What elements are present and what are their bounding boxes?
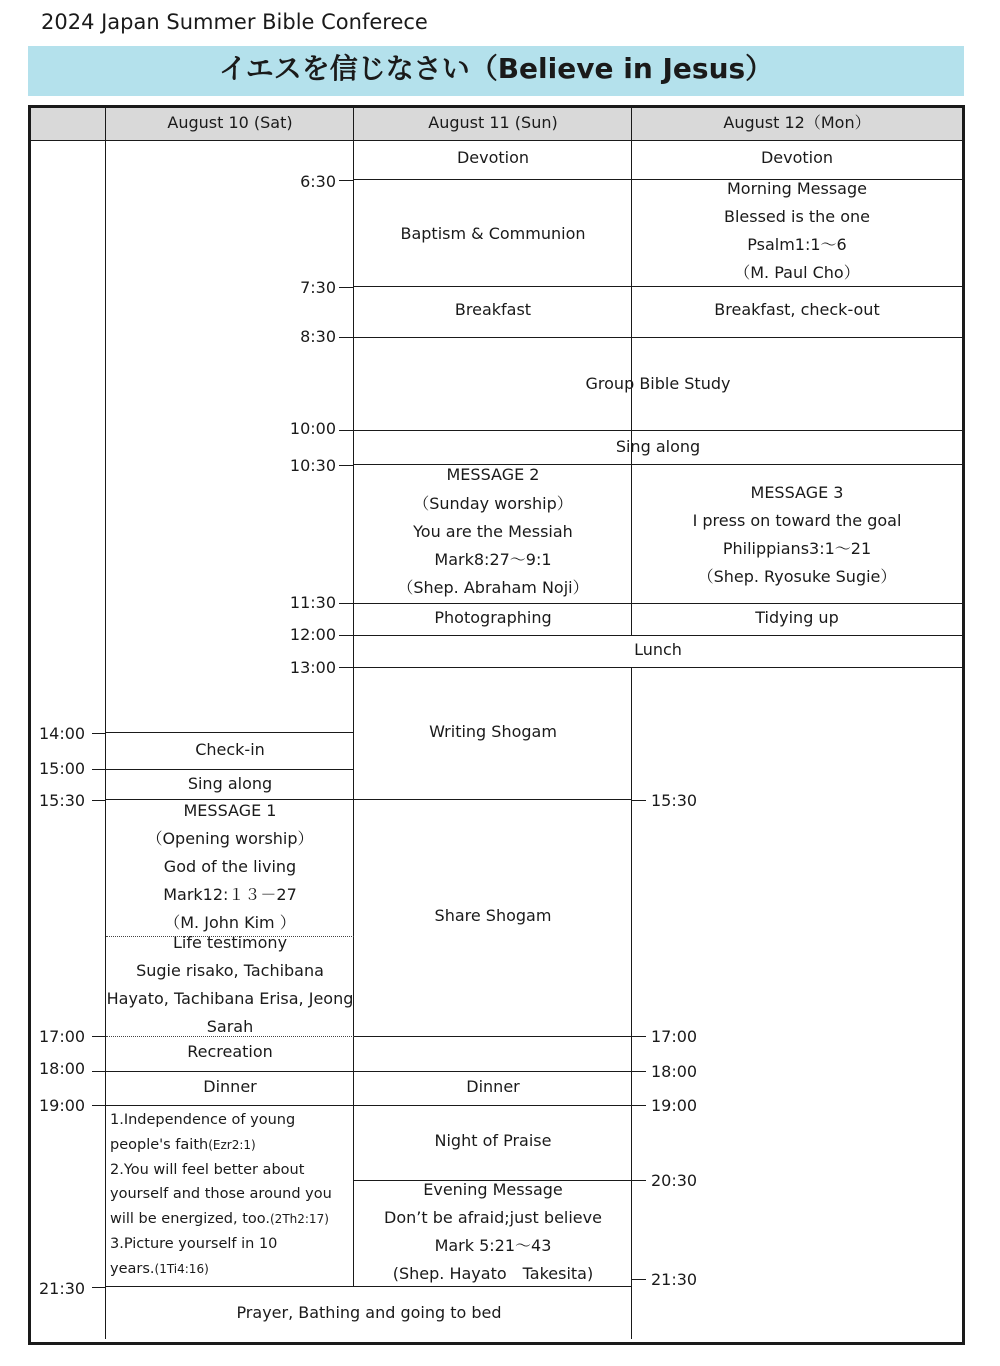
- sun-share-shogam: Share Shogam: [434, 905, 552, 925]
- time-label-1800-right: 18:00: [651, 1062, 698, 1081]
- time-tick-1400: [92, 733, 106, 734]
- time-label-1700-right: 17:00: [651, 1027, 698, 1046]
- sat-message1-line: （Opening worship）: [146, 829, 314, 848]
- sat-note-line: 3.Picture yourself in 10: [110, 1235, 278, 1252]
- mon-message3-line: I press on toward the goal: [692, 510, 902, 530]
- sat-dinner: Dinner: [203, 1076, 257, 1096]
- column-header-mon: August 12（Mon）: [723, 113, 871, 132]
- time-label-2130-right: 21:30: [651, 1270, 698, 1289]
- theme-banner-text: イエスを信じなさい（Believe in Jesus）: [218, 52, 774, 85]
- sun-evening-line: Evening Message: [423, 1179, 563, 1199]
- time-tick-1800-right: [632, 1071, 646, 1072]
- time-label-1800-left: 18:00: [39, 1059, 86, 1078]
- sun-message2-line: MESSAGE 2: [446, 465, 540, 485]
- sat-message1-line: （M. John Kim ）: [164, 913, 296, 932]
- sun-message2-line: （Sunday worship）: [413, 493, 573, 513]
- sat-evening-notes: [110, 1108, 350, 1282]
- sat-testimony-line: Sarah: [206, 1017, 254, 1036]
- sun-writing-shogam: Writing Shogam: [429, 721, 557, 741]
- column-header-sun: August 11 (Sun): [428, 113, 558, 132]
- column-header-sat: August 10 (Sat): [167, 113, 293, 132]
- mon-message3-line: Philippians3:1～21: [722, 538, 872, 558]
- sun-message2-line: You are the Messiah: [413, 521, 573, 541]
- mon-breakfast-checkout: Breakfast, check-out: [714, 300, 880, 319]
- sun-devotion: Devotion: [456, 147, 530, 167]
- group-bible-study: Group Bible Study: [585, 373, 731, 393]
- sat-sing-along: Sing along: [187, 774, 273, 793]
- sat-message1-line: MESSAGE 1: [183, 801, 277, 820]
- time-tick-1300: [339, 667, 354, 668]
- sun-evening-message: [354, 1177, 632, 1286]
- sat-note-line: yourself and those around you: [110, 1186, 332, 1203]
- sat-note-line: 1.Independence of young: [110, 1112, 296, 1128]
- sat-note-line: people's faith(Ezr2:1): [110, 1136, 256, 1153]
- sat-note-line: 2.You will feel better about: [110, 1161, 305, 1178]
- time-label-1500: 15:00: [39, 759, 86, 778]
- time-tick-2030-right: [632, 1180, 646, 1181]
- sun-evening-line: Mark 5:21～43: [434, 1235, 552, 1255]
- prayer-bathing-bed: Prayer, Bathing and going to bed: [236, 1302, 502, 1322]
- time-tick-1530-right: [632, 800, 646, 801]
- time-label-1030: 10:30: [289, 456, 336, 475]
- sun-breakfast: Breakfast: [454, 300, 532, 319]
- mon-morning-line: Psalm1:1～6: [747, 235, 847, 254]
- time-tick-0830: [339, 337, 354, 338]
- time-tick-1900-right: [632, 1105, 646, 1106]
- mon-devotion: Devotion: [760, 147, 834, 167]
- sat-recreation: Recreation: [187, 1041, 273, 1061]
- time-label-1000: 10:00: [289, 419, 336, 438]
- time-label-0730: 7:30: [300, 278, 336, 297]
- time-label-1200: 12:00: [289, 625, 336, 644]
- mon-message-3: [632, 466, 962, 603]
- theme-banner: [28, 46, 964, 96]
- time-label-1300: 13:00: [289, 658, 336, 677]
- document-title: 2024 Japan Summer Bible Conferece: [41, 10, 428, 34]
- time-tick-1000: [339, 430, 354, 431]
- time-label-1530-left: 15:30: [39, 791, 86, 810]
- time-tick-0730: [339, 287, 354, 288]
- mon-morning-line: （M. Paul Cho）: [734, 263, 860, 282]
- mon-morning-line: Morning Message: [727, 179, 867, 198]
- sat-life-testimony: [106, 929, 354, 1041]
- time-tick-1200: [339, 635, 354, 636]
- sun-message-2: [354, 461, 632, 603]
- time-tick-0630: [339, 180, 354, 181]
- mon-message3-line: MESSAGE 3: [750, 482, 844, 502]
- line-1700-sun: [354, 1036, 632, 1037]
- time-tick-2130-right: [632, 1279, 646, 1280]
- sat-message1-line: God of the living: [163, 857, 297, 876]
- sun-dinner: Dinner: [466, 1076, 520, 1096]
- time-label-0830: 8:30: [300, 327, 336, 346]
- time-label-1530-right: 15:30: [651, 791, 698, 810]
- time-label-1900-left: 19:00: [39, 1096, 86, 1115]
- sat-note-line: will be energized, too.(2Th2:17): [110, 1211, 329, 1228]
- sun-message2-line: （Shep. Abraham Noji）: [397, 578, 589, 598]
- time-tick-1800-left: [92, 1071, 106, 1072]
- sun-message2-line: Mark8:27～9:1: [434, 550, 552, 570]
- divider-time-column: [105, 108, 106, 1339]
- time-label-2130-left: 21:30: [39, 1279, 86, 1298]
- time-tick-1500: [92, 769, 106, 770]
- mon-morning-message: [632, 175, 962, 287]
- sun-evening-line: (Shep. Hayato Takesita): [392, 1263, 594, 1283]
- shared-lunch: Lunch: [634, 639, 682, 659]
- time-tick-1700-left: [92, 1036, 106, 1037]
- mon-morning-line: Blessed is the one: [723, 207, 870, 226]
- sun-baptism-communion: Baptism & Communion: [400, 223, 586, 243]
- sat-message-1: [106, 797, 354, 937]
- sat-testimony-line: Sugie risako, Tachibana: [136, 961, 324, 980]
- time-tick-1700-right: [632, 1036, 646, 1037]
- time-tick-2130-left: [92, 1287, 106, 1288]
- mon-message3-line: （Shep. Ryosuke Sugie）: [697, 566, 897, 586]
- mon-tidying-up: Tidying up: [755, 607, 839, 627]
- time-label-1400: 14:00: [39, 724, 86, 743]
- shared-sing-along: Sing along: [615, 437, 701, 456]
- time-tick-1130: [339, 603, 354, 604]
- sun-evening-line: Don’t be afraid;just believe: [384, 1207, 602, 1227]
- time-label-1130: 11:30: [289, 593, 336, 612]
- time-tick-1900-left: [92, 1105, 106, 1106]
- sun-photographing: Photographing: [434, 607, 552, 627]
- time-tick-1030: [339, 465, 354, 466]
- time-label-1900-right: 19:00: [651, 1096, 698, 1115]
- time-label-1700-left: 17:00: [39, 1027, 86, 1046]
- sat-testimony-line: Hayato, Tachibana Erisa, Jeong: [106, 989, 354, 1008]
- sat-note-line: years.(1Ti4:16): [110, 1260, 209, 1277]
- time-label-2030-right: 20:30: [651, 1171, 698, 1190]
- sat-message1-line: Mark12:１３－27: [163, 885, 297, 904]
- sat-check-in: Check-in: [195, 740, 265, 759]
- sat-testimony-line: Life testimony: [172, 933, 288, 952]
- sun-night-of-praise: Night of Praise: [434, 1130, 552, 1150]
- time-label-0630: 6:30: [300, 172, 336, 191]
- time-tick-1530-left: [92, 800, 106, 801]
